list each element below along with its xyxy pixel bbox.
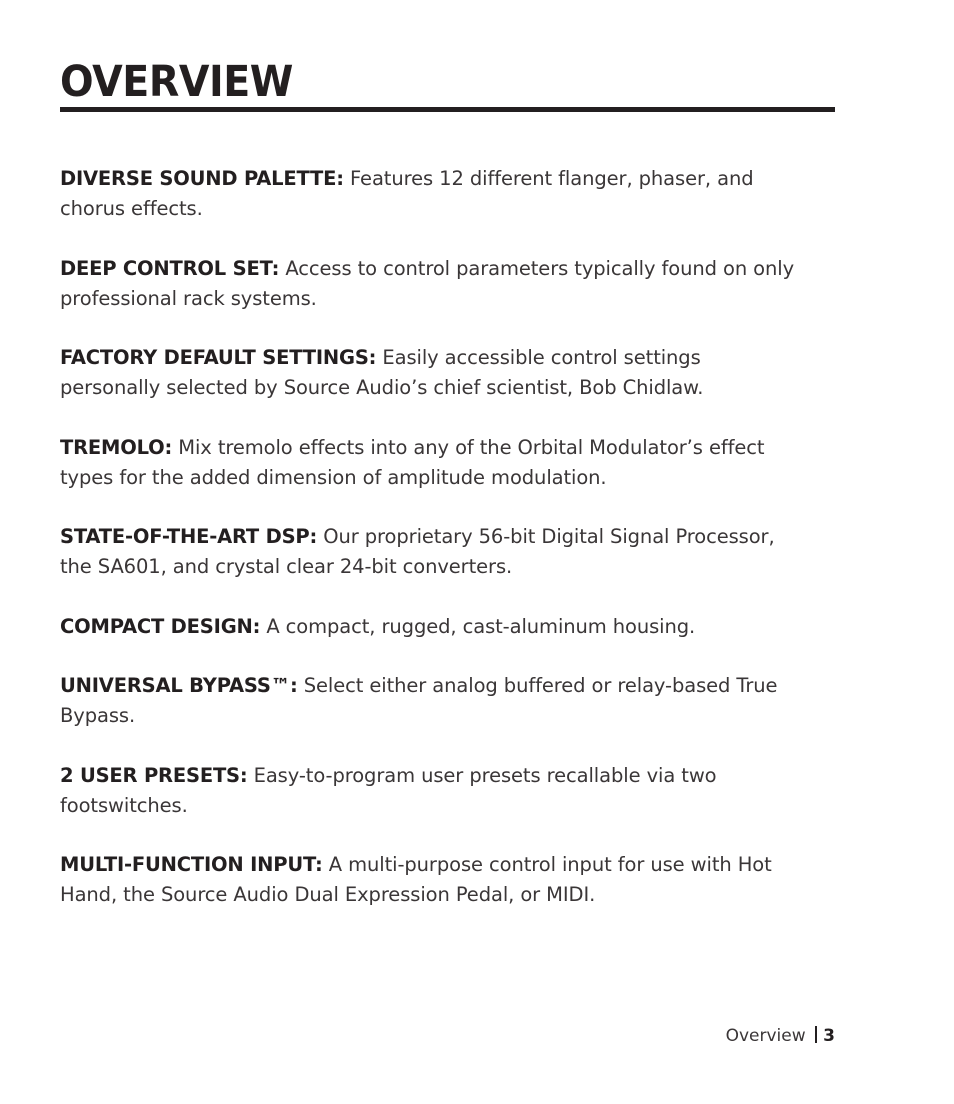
feature-description: A compact, rugged, cast-aluminum housing.: [266, 614, 696, 638]
feature-description: Features 12 different flanger, phaser, and chorus effects.: [60, 167, 754, 220]
feature-description: Easy-to-program user presets recallable via two footswitches.: [60, 763, 717, 817]
feature-description: Easily accessible control settings personally selected by Source Audio’s chief scientist, Bob Chidlaw.: [60, 346, 704, 399]
feature-term: COMPACT DESIGN:: [60, 614, 261, 638]
feature-term: TREMOLO:: [60, 435, 173, 459]
feature-item-tremolo: [60, 433, 800, 493]
feature-term: STATE-OF-THE-ART DSP:: [60, 525, 318, 548]
feature-description: Select either analog buffered or relay-based True Bypass.: [60, 674, 778, 727]
feature-term: 2 USER PRESETS:: [60, 763, 248, 787]
feature-description: Mix tremolo effects into any of the Orbital Modulator’s effect types for the added dimension of amplitude modulation.: [60, 435, 765, 489]
feature-description: A multi-purpose control input for use with Hot Hand, the Source Audio Dual Expression Pedal, or MIDI.: [60, 853, 772, 906]
feature-item-diverse-sound-palette: [60, 164, 800, 224]
feature-list: [60, 164, 800, 940]
feature-item-compact-design: [60, 612, 800, 642]
feature-item-multi-function-input: [60, 850, 800, 910]
feature-term: DIVERSE SOUND PALETTE:: [60, 167, 344, 190]
feature-item-factory-default-settings: [60, 343, 800, 403]
feature-description: Our proprietary 56-bit Digital Signal Processor, the SA601, and crystal clear 24-bit converters.: [60, 525, 775, 578]
feature-item-deep-control-set: [60, 254, 800, 314]
page-title: OVERVIEW: [60, 57, 293, 107]
feature-term: DEEP CONTROL SET:: [60, 256, 280, 280]
page-footer: [726, 1024, 835, 1048]
feature-term: MULTI-FUNCTION INPUT:: [60, 853, 323, 876]
feature-term: UNIVERSAL BYPASS™:: [60, 674, 298, 697]
feature-item-user-presets: [60, 761, 800, 821]
feature-item-universal-bypass: [60, 671, 800, 731]
feature-description: Access to control parameters typically found on only professional rack systems.: [60, 256, 795, 310]
footer-separator: [815, 1026, 818, 1043]
footer-section-label: Overview: [725, 1026, 806, 1046]
page-number: 3: [823, 1026, 835, 1046]
feature-item-state-of-the-art-dsp: [60, 522, 800, 582]
title-underline-rule: [60, 107, 835, 112]
feature-term: FACTORY DEFAULT SETTINGS:: [60, 346, 377, 369]
